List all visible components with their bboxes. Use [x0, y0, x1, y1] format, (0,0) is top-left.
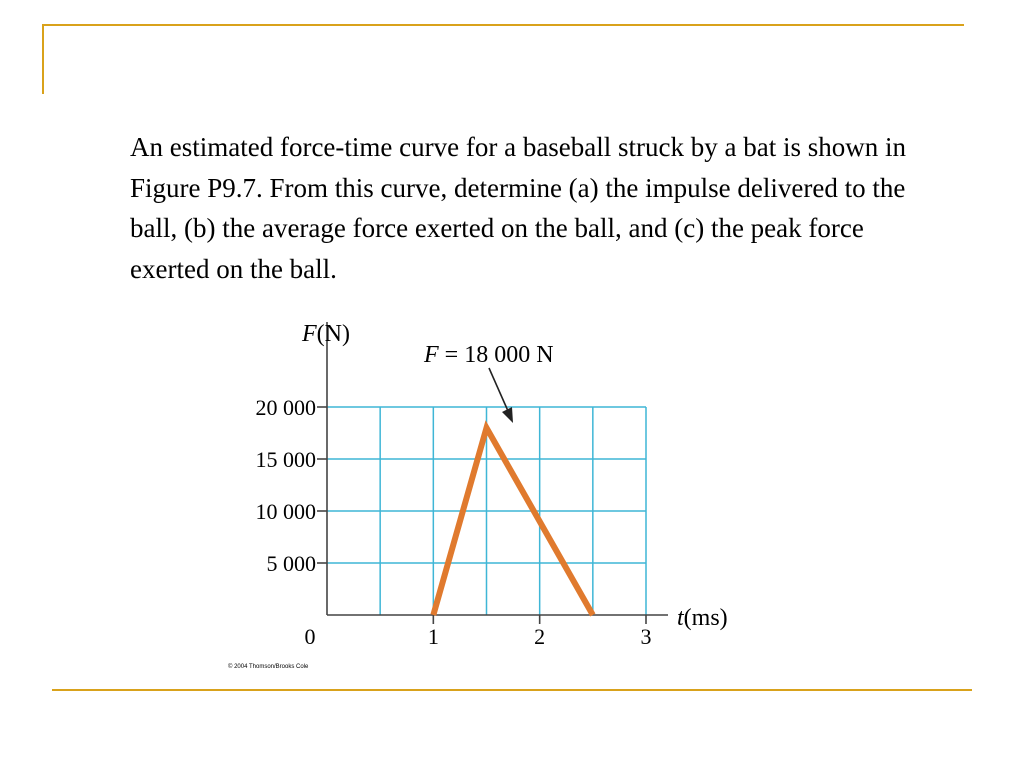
- peak-annotation-var: F: [424, 342, 439, 368]
- x-tick-label: 3: [640, 624, 652, 649]
- peak-annotation-text: = 18 000 N: [438, 342, 554, 368]
- x-tick-label: 2: [534, 624, 546, 649]
- y-axis-label: [301, 321, 350, 347]
- peak-annotation-arrow: [489, 368, 513, 423]
- x-axis-label: [677, 605, 728, 631]
- force-curve-line: [433, 428, 592, 615]
- y-axis-label-var: F: [302, 321, 317, 347]
- x-tick-label: 1: [427, 624, 439, 649]
- y-tick-label: 10 000: [255, 499, 316, 524]
- y-tick-label: 5 000: [266, 551, 316, 576]
- y-axis-label-unit: (N): [316, 321, 350, 347]
- x-tick-label: 0: [304, 624, 316, 649]
- y-tick-label: 15 000: [255, 447, 316, 472]
- peak-annotation: [423, 342, 554, 368]
- y-tick-label: 20 000: [255, 395, 316, 420]
- problem-statement: An estimated force-time curve for a baseball struck by a bat is shown in Figure P9.7. From this curve, determine (a) the impulse delivered to the ball, (b) the average force exerted on the ball, and (c) the peak force exerted on the ball.: [130, 132, 906, 284]
- x-axis-label-var: t: [677, 605, 684, 631]
- copyright-note: © 2004 Thomson/Brooks Cole: [228, 664, 309, 670]
- x-axis-label-unit: (ms): [683, 605, 728, 631]
- chart-series: [433, 428, 592, 615]
